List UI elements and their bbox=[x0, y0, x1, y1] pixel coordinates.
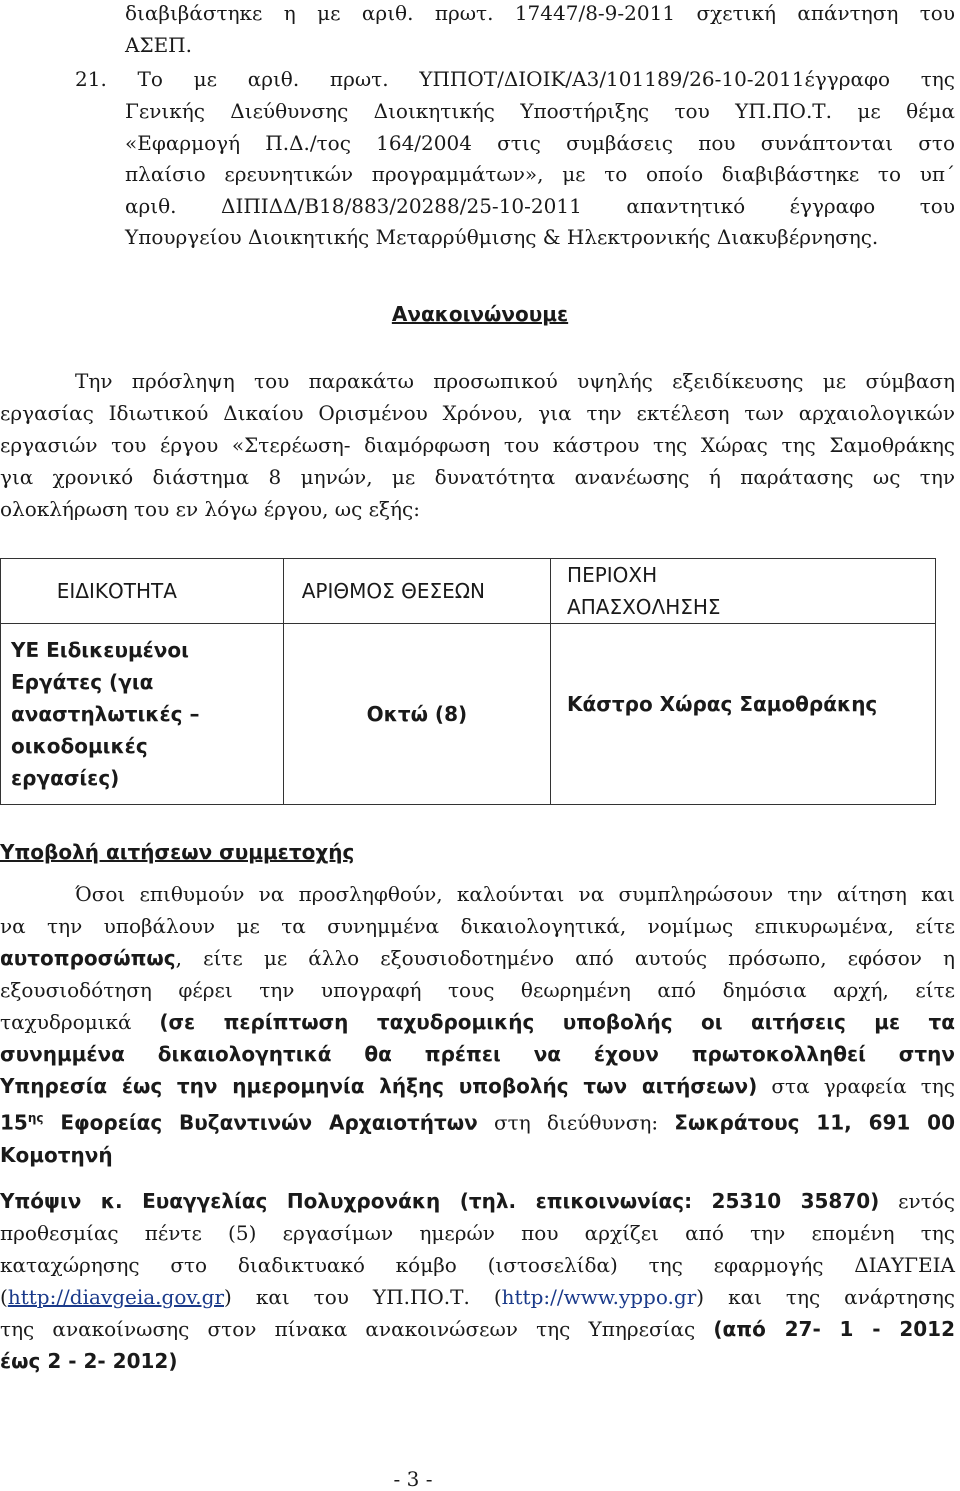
yppo-link[interactable]: http://www.yppo.gr bbox=[501, 1285, 697, 1309]
text-line: Την πρόσληψη του παρακάτω προσωπικού υψηλής εξειδίκευσης με σύμβαση bbox=[75, 369, 955, 393]
positions-table bbox=[0, 558, 936, 805]
text-line: Γενικής Διεύθυνσης Διοικητικής Υποστήριξης του ΥΠ.ΠΟ.Τ. με θέμα bbox=[125, 99, 955, 123]
text-line: αυτοπροσώπως, είτε με άλλο εξουσιοδοτημένο από αυτούς πρόσωπο, εφόσον η bbox=[0, 946, 955, 970]
text-line: Κομοτηνή bbox=[0, 1142, 113, 1167]
in-person-bold: αυτοπροσώπως bbox=[0, 946, 176, 970]
header-positions: ΑΡΙΘΜΟΣ ΘΕΣΕΩΝ bbox=[283, 559, 550, 624]
text-line: συνημμένα δικαιολογητικά θα πρέπει να έχουν πρωτοκολληθεί στην bbox=[0, 1042, 955, 1066]
text-line: ολοκλήρωση του εν λόγω έργου, ως εξής: bbox=[0, 497, 420, 521]
text-line: καταχώρησης στο διαδικτυακό κόμβο (ιστοσελίδα) της εφαρμογής ΔΙΑΥΓΕΙΑ bbox=[0, 1253, 955, 1277]
text-line: 21. Το με αριθ. πρωτ. ΥΠΠΟΤ/ΔΙΟΙΚ/Α3/101189/26-10-2011έγγραφο της bbox=[75, 67, 955, 91]
text-line: ΑΣΕΠ. bbox=[125, 33, 192, 57]
text-line: εξουσιοδότηση φέρει την υπογραφή τους θεωρημένη από δημόσια αρχή, είτε bbox=[0, 978, 955, 1002]
header-specialty: ΕΙΔΙΚΟΤΗΤΑ bbox=[1, 559, 284, 624]
text-line: ταχυδρομικά (σε περίπτωση ταχυδρομικής υποβολής οι αιτήσεις με τα bbox=[0, 1010, 955, 1034]
text-line: διαβιβάστηκε η με αριθ. πρωτ. 17447/8-9-2011 σχετική απάντηση του bbox=[125, 1, 955, 25]
text-line: «Εφαρμογή Π.Δ./τος 164/2004 στις συμβάσεις που συνάπτονται στο bbox=[125, 130, 955, 155]
submission-heading: Υποβολή αιτήσεων συμμετοχής bbox=[0, 840, 355, 864]
text-line: προθεσμίας πέντε (5) εργασίμων ημερών που αρχίζει από την επομένη της bbox=[0, 1221, 955, 1245]
text-line: Όσοι επιθυμούν να προσληφθούν, καλούνται να συμπληρώσουν την αίτηση και bbox=[75, 882, 955, 906]
cell-area: Κάστρο Χώρας Σαμοθράκης bbox=[551, 624, 936, 805]
text-line: Υπουργείου Διοικητικής Μεταρρύθμισης & Ηλεκτρονικής Διακυβέρνησης. bbox=[125, 225, 879, 249]
submission-paragraph bbox=[0, 878, 955, 1171]
text-line: πλαίσιο ερευνητικών προγραμμάτων», με το οποίο διαβιβάστηκε το υπ΄ bbox=[125, 162, 955, 186]
announce-paragraph bbox=[0, 365, 955, 525]
text-line: για χρονικό διάστημα 8 μηνών, με δυνατότητα ανανέωσης ή παράτασης ως την bbox=[0, 465, 955, 489]
text-line: $15^{\eta\varsigma}$ Εφορείας Βυζαντινών Αρχαιοτήτων στη διεύθυνση: Σωκράτους 11, 691 00 bbox=[0, 1110, 955, 1135]
table-row bbox=[1, 624, 936, 805]
table-header-row bbox=[1, 559, 936, 624]
announce-heading: Ανακοινώνουμε bbox=[391, 302, 569, 326]
cell-positions: Οκτώ (8) bbox=[283, 624, 550, 805]
text-line: Υπόψιν κ. Ευαγγελίας Πολυχρονάκη (τηλ. επικοινωνίας: 25310 35870) εντός bbox=[0, 1189, 955, 1213]
header-area: ΠΕΡΙΟΧΗ ΑΠΑΣΧΟΛΗΣΗΣ bbox=[551, 559, 936, 624]
page-number: - 3 - bbox=[393, 1467, 433, 1491]
item-21 bbox=[75, 64, 955, 96]
text-line: εργασίας Ιδιωτικού Δικαίου Ορισμένου Χρόνου, για την εκτέλεση των αρχαιολογικών bbox=[0, 401, 955, 425]
diavgeia-link[interactable]: http://diavgeia.gov.gr bbox=[7, 1285, 225, 1309]
text-line: (http://diavgeia.gov.gr) και του ΥΠ.ΠΟ.Τ. (http://www.yppo.gr) και της ανάρτησης bbox=[0, 1285, 955, 1309]
text-line: εργασιών του έργου «Στερέωση- διαμόρφωση του κάστρου της Χώρας της Σαμοθράκης bbox=[0, 433, 955, 457]
item-20-continuation bbox=[125, 0, 955, 61]
contact-paragraph bbox=[0, 1185, 955, 1377]
item-21-body bbox=[125, 96, 955, 254]
cell-specialty: ΥΕ Ειδικευμένοι Εργάτες (για αναστηλωτικές – οικοδομικές εργασίες) bbox=[1, 624, 284, 805]
text-line: της ανακοίνωσης στον πίνακα ανακοινώσεων της Υπηρεσίας (από 27- 1 - 2012 bbox=[0, 1317, 955, 1341]
contact-bold: Υπόψιν κ. Ευαγγελίας Πολυχρονάκη (τηλ. επικοινωνίας: 25310 35870) bbox=[0, 1189, 880, 1213]
text-line: Υπηρεσία έως την ημερομηνία λήξης υποβολής των αιτήσεων) στα γραφεία της bbox=[0, 1074, 955, 1098]
text-line: έως 2 - 2- 2012) bbox=[0, 1349, 178, 1373]
text-line: να την υποβάλουν με τα συνημμένα δικαιολογητικά, νομίμως επικυρωμένα, είτε bbox=[0, 914, 955, 938]
text-line: αριθ. ΔΙΠΙΔΔ/Β18/883/20288/25-10-2011 απαντητικό έγγραφο του bbox=[125, 193, 955, 218]
